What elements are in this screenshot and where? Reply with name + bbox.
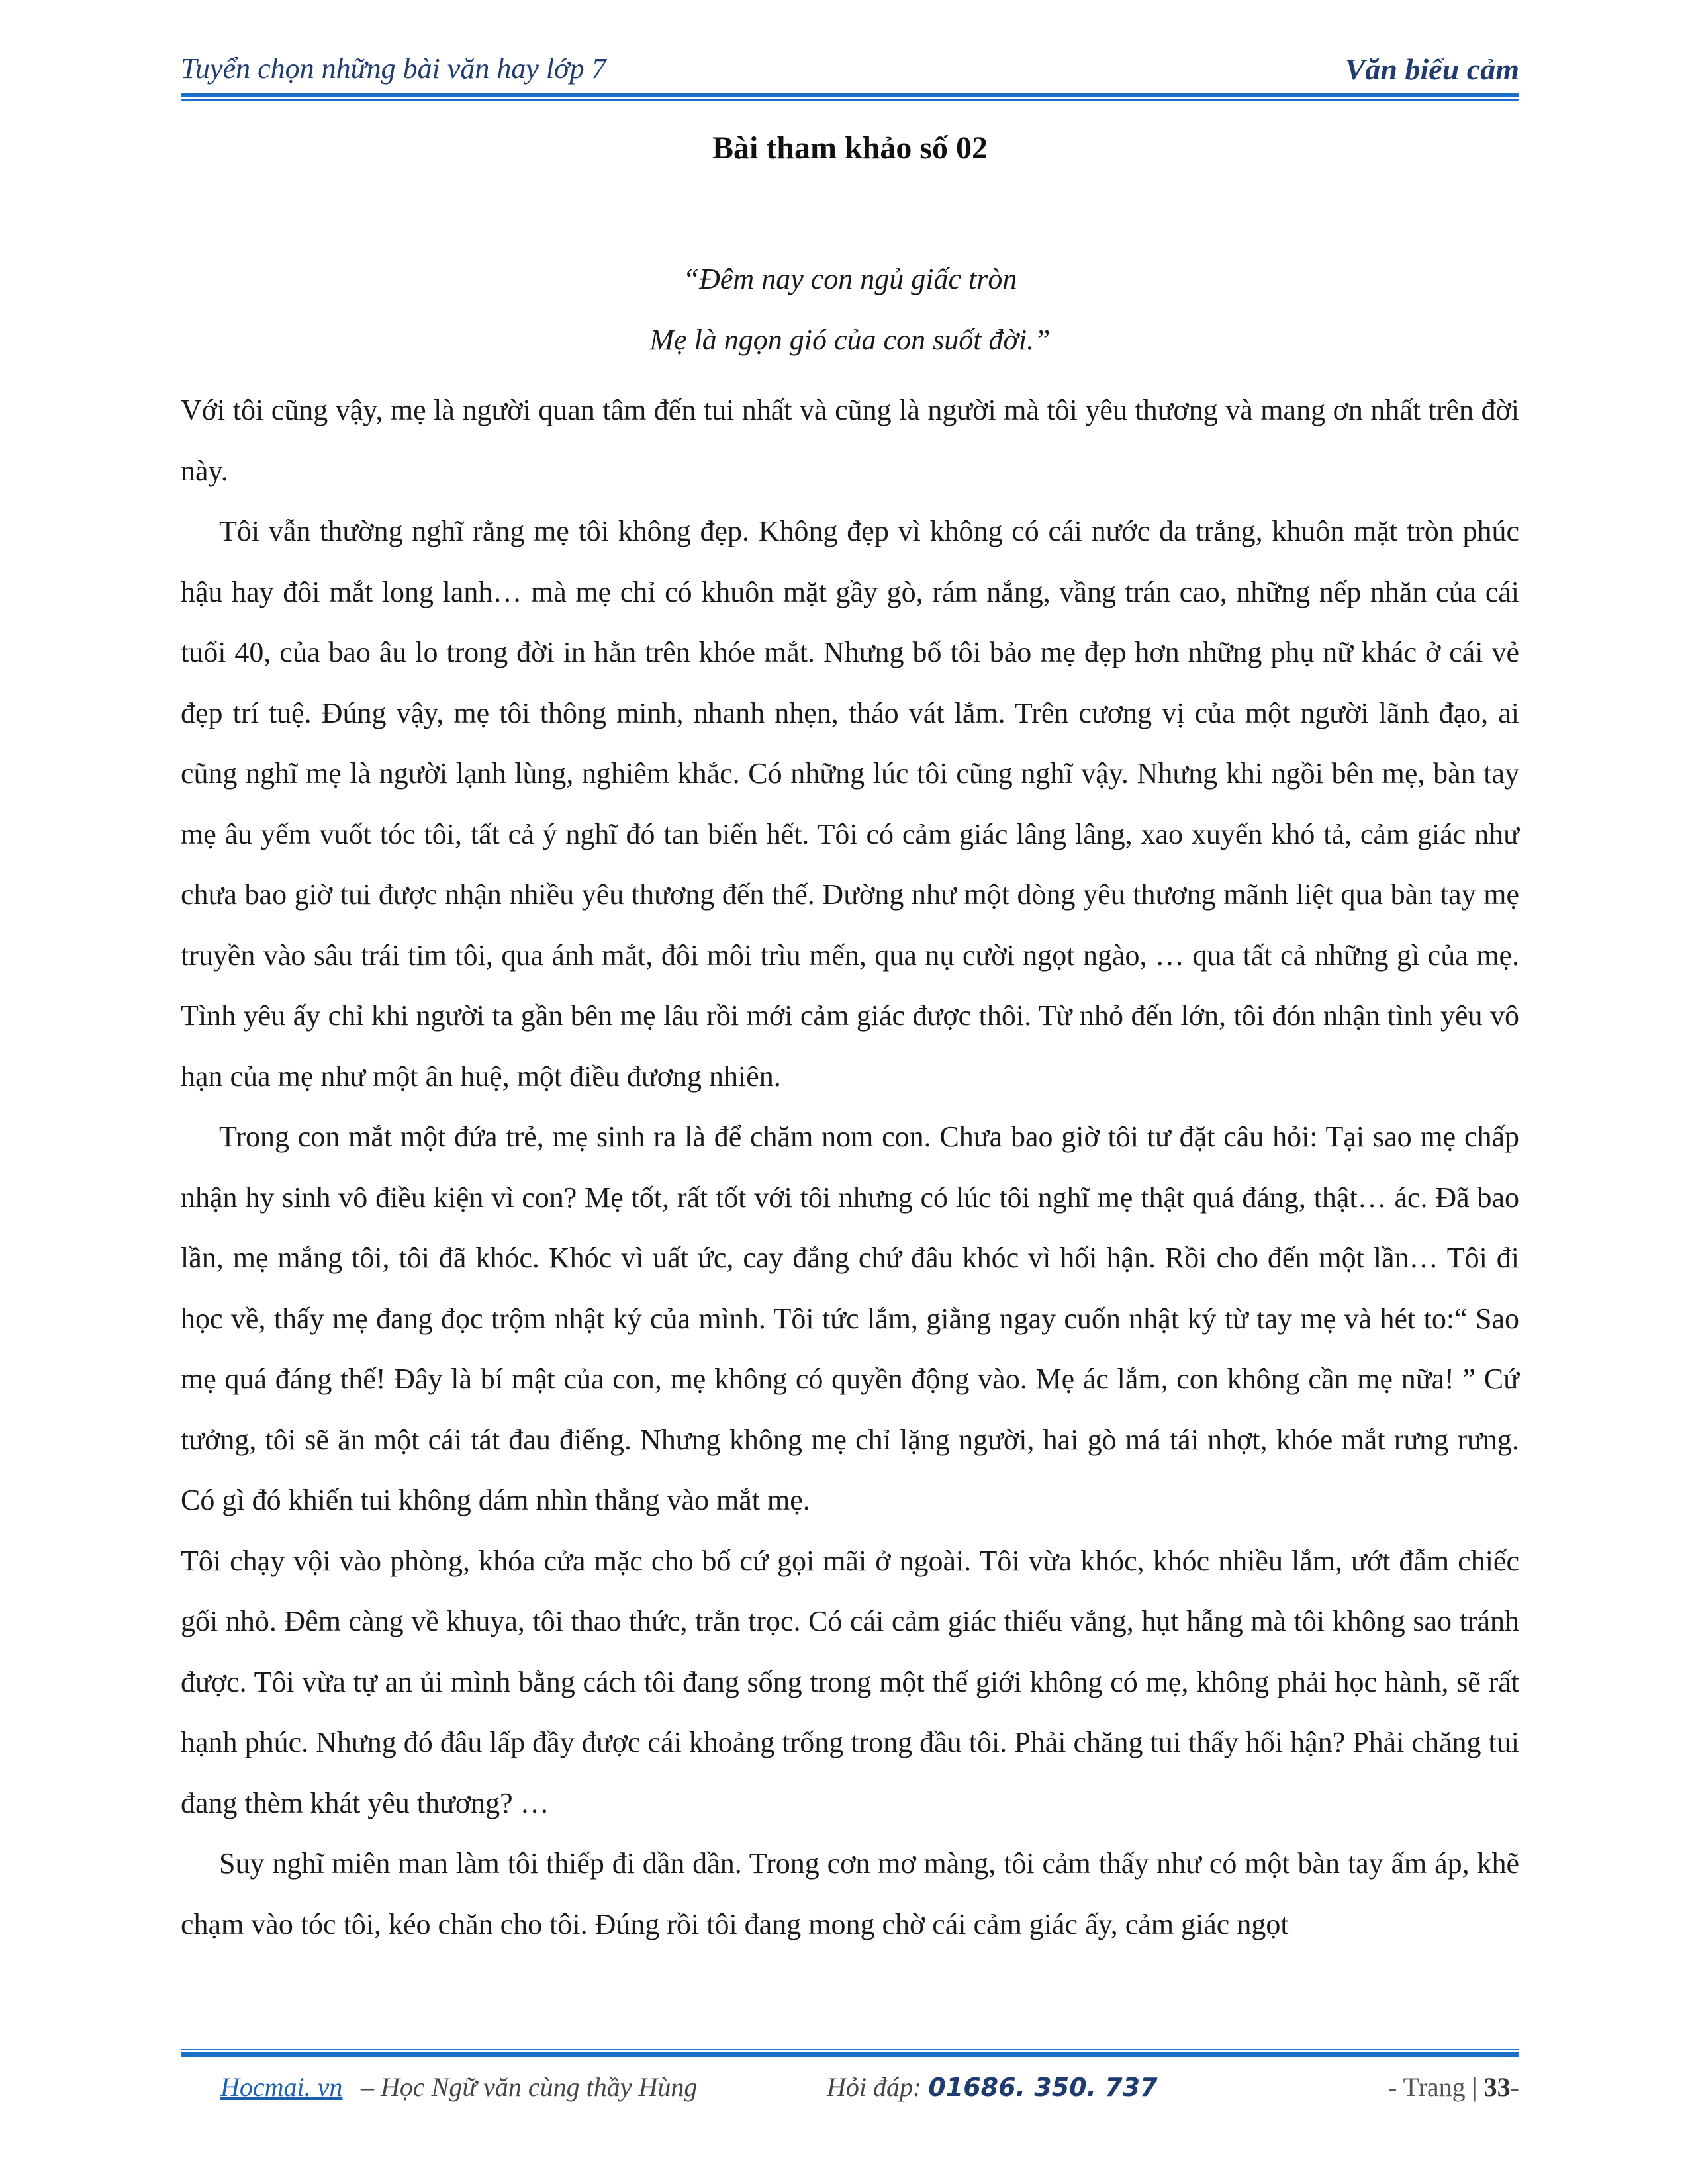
paragraph-3: Trong con mắt một đứa trẻ, mẹ sinh ra là để chăm nom con. Chưa bao giờ tôi tư đặt câu hỏi: Tại sao mẹ chấp nhận hy sinh vô điều kiện vì con? Mẹ tốt, rất tốt với tôi nhưng có lúc tôi nghĩ mẹ thật quá đáng, thật… ác. Đã bao lần, mẹ mắng tôi, tôi đã khóc. Khóc vì uất ức, cay đắng chứ đâu khóc vì hối hận. Rồi cho đến một lần… Tôi đi học về, thấy mẹ đang đọc trộm nhật ký của mình. Tôi tức lắm, giằng ngay cuốn nhật ký từ tay mẹ và hét to:“ Sao mẹ quá đáng thế! Đây là bí mật của con, mẹ không có quyền động vào. Mẹ ác lắm, con không cần mẹ nữa! ” Cứ tưởng, tôi sẽ ăn một cái tát đau điếng. Nhưng không mẹ chỉ lặng người, hai gò má tái nhợt, khóe mắt rưng rưng. Có gì đó khiến tui không dám nhìn thẳng vào mắt mẹ. (181, 1120, 1519, 1516)
paragraph-5: Suy nghĩ miên man làm tôi thiếp đi dần dần. Trong cơn mơ màng, tôi cảm thấy như có một bàn tay ấm áp, khẽ chạm vào tóc tôi, kéo chăn cho tôi. Đúng rồi tôi đang mong chờ cái cảm giác ấy, cảm giác ngọt (181, 1847, 1519, 1940)
paragraph-4: Tôi chạy vội vào phòng, khóa cửa mặc cho bố cứ gọi mãi ở ngoài. Tôi vừa khóc, khóc nhiều lắm, ướt đẫm chiếc gối nhỏ. Đêm càng về khuya, tôi thao thức, trằn trọc. Có cái cảm giác thiếu vắng, hụt hẫng mà tôi không sao tránh được. Tôi vừa tự an ủi mình bằng cách tôi đang sống trong một thế giới không có mẹ, không phải học hành, sẽ rất hạnh phúc. Nhưng đó đâu lấp đầy được cái khoảng trống trong đầu tôi. Phải chăng tui thấy hối hận? Phải chăng tui đang thèm khát yêu thương? … (181, 1544, 1519, 1819)
footer-site-link[interactable]: Hocmai. vn (220, 2072, 343, 2102)
page-number (1388, 2071, 1519, 2103)
header-section-title: Văn biểu cảm (1344, 52, 1519, 86)
page-title: Bài tham khảo số 02 (712, 130, 988, 165)
page-number-value: 33 (1483, 2072, 1511, 2102)
page-footer (181, 2071, 1519, 2111)
page-prefix: - Trang | (1387, 2072, 1484, 2102)
footer-contact (827, 2071, 1158, 2103)
paragraph-2: Tôi vẫn thường nghĩ rằng mẹ tôi không đẹp. Không đẹp vì không có cái nước da trắng, khuôn mặt tròn phúc hậu hay đôi mắt long lanh… mà mẹ chỉ có khuôn mặt gầy gò, rám nắng, vầng trán cao, những nếp nhăn của cái tuổi 40, của bao âu lo trong đời in hằn trên khóe mắt. Nhưng bố tôi bảo mẹ đẹp hơn những phụ nữ khác ở cái vẻ đẹp trí tuệ. Đúng vậy, mẹ tôi thông minh, nhanh nhẹn, tháo vát lắm. Trên cương vị của một người lãnh đạo, ai cũng nghĩ mẹ là người lạnh lùng, nghiêm khắc. Có những lúc tôi cũng nghĩ vậy. Nhưng khi ngồi bên mẹ, bàn tay mẹ âu yếm vuốt tóc tôi, tất cả ý nghĩ đó tan biến hết. Tôi có cảm giác lâng lâng, xao xuyến khó tả, cảm giác như chưa bao giờ tui được nhận nhiều yêu thương đến thế. Dường như một dòng yêu thương mãnh liệt qua bàn tay mẹ truyền vào sâu trái tim tôi, qua ánh mắt, đôi môi trìu mến, qua nụ cười ngọt ngào, … qua tất cả những gì của mẹ. Tình yêu ấy chỉ khi người ta gần bên mẹ lâu rồi mới cảm giác được thôi. Từ nhỏ đến lớn, tôi đón nhận tình yêu vô hạn của mẹ như một ân huệ, một điều đương nhiên. (181, 515, 1519, 1093)
footer-rule-thick (181, 2052, 1519, 2057)
header-rule-thin (181, 99, 1519, 101)
poem-line-2: Mẹ là ngọn gió của con suốt đời.” (649, 324, 1051, 356)
header-rule-thick (181, 93, 1519, 97)
poem-line-1: “Đêm nay con ngủ giấc tròn (682, 263, 1017, 295)
footer-phone: 01686. 350. 737 (928, 2073, 1158, 2102)
footer-rule-thin (181, 2049, 1519, 2050)
page-header (181, 52, 1519, 91)
page-suffix: - (1510, 2072, 1519, 2102)
footer-contact-label: Hỏi đáp: (827, 2072, 929, 2102)
paragraph-1: Với tôi cũng vậy, mẹ là người quan tâm đến tui nhất và cũng là người mà tôi yêu thương và mang ơn nhất trên đời này. (181, 394, 1519, 487)
essay-body (181, 380, 1519, 1954)
header-book-title: Tuyển chọn những bài văn hay lớp 7 (181, 52, 606, 85)
footer-tagline: – Học Ngữ văn cùng thầy Hùng (361, 2072, 698, 2102)
